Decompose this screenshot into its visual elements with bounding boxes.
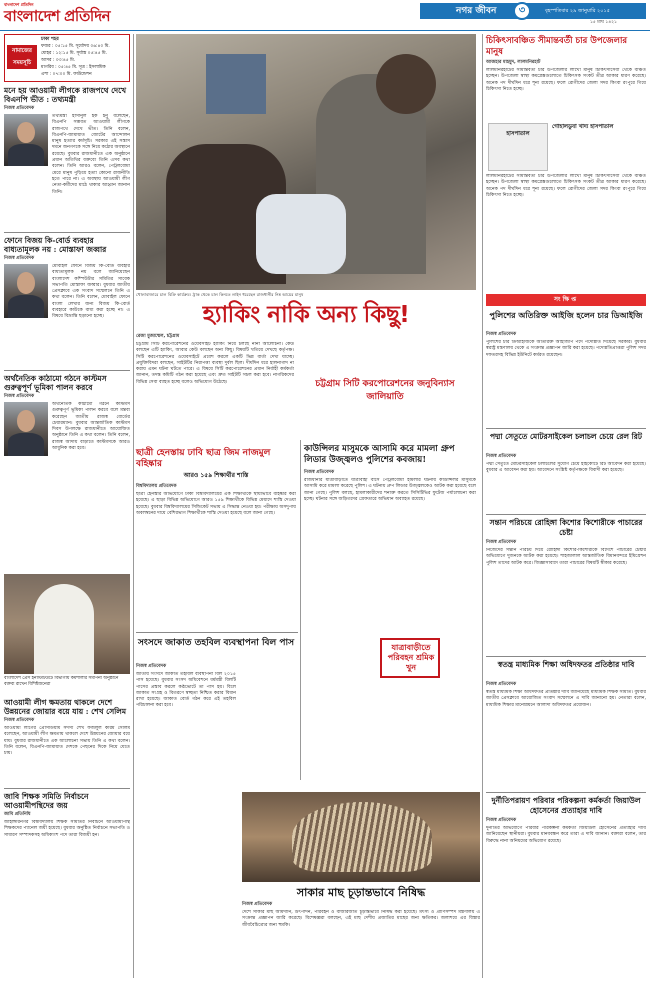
- prayer-row: এশা : ০৭:০০ মি. ফাউন্ডেশন: [41, 72, 92, 77]
- article-body: তথ্যমন্ত্রী হাসানুল হক ইনু বলেছেন, বিএনপি সম্ভবত আওয়ামী লীগকে রাজপথে দেখে ভীত। তিনি বলেন, বিএনপি-জামায়াত জোটের আন্দোলন মানুষ হত্যার কর্মসূচি। সরকার এই সন্ত্রাস দমনে জনগণকে সঙ্গে নিয়ে কঠোর অবস্থানে রয়েছে। বুধবার রাজধানীতে এক অনুষ্ঠানে প্রধান অতিথির বক্তব্যে তিনি এসব কথা বলেন। তিনি আরও বলেন, পেট্রলবোমা মেরে মানুষ পুড়িয়ে হত্যা কোনো রাজনীতি হতে পারে না। এ অবস্থায় আওয়ামী লীগ নেতা-কর্মীদের মাঠে থাকার আহ্বান জানান তিনি।: [52, 114, 130, 195]
- masthead-rule: [0, 30, 650, 31]
- date-sub: ১৫ মাঘ ১৪২১: [590, 20, 617, 25]
- pull-quote: চট্টগ্রাম সিটি করপোরেশনের জনুবিন্যাস জালিয়াতি: [315, 379, 455, 402]
- article-body: রাজধানীর যাত্রাবাড়ীতে যাত্রীবাহী বাসে পেট্রলবোমা হামলার ঘটনায় কাউন্সিলর মাসুমকে আসামি করে মামলা করেছে পুলিশ। এ ঘটনায় গ্রুপ লিডার উজ্জ্বলকেও আটক করা হয়েছে বলে জানা গেছে। পুলিশ বলছে, হামলাকারীদের শনাক্ত করতে সিসিটিভির ফুটেজ পর্যালোচনা করা হচ্ছে। ঘটনার সঙ্গে জড়িতদের গ্রেফতারে অভিযান অব্যাহত রয়েছে।: [304, 478, 476, 502]
- article-body: জাতীয় সংসদে জাকাত তহবিল ব্যবস্থাপনা বিল ২০১৫ পাস হয়েছে। বুধবার সংসদ অধিবেশনে ধর্মমন্ত্রী বিলটি পাসের প্রস্তাব করলে কণ্ঠভোটে তা পাস হয়। বিলে জাকাত সংগ্রহ ও বিতরণে স্বচ্ছতা নিশ্চিত করার বিধান রাখা হয়েছে। জাকাত বোর্ড গঠন করে এই তহবিল পরিচালনা করা হবে।: [136, 672, 236, 709]
- jatrabari-box: [380, 638, 440, 678]
- photo-caption: বাংলাদেশ প্রেস ইনস্টিটিউটে বিভাগীয় কর্মশালার সমাপনী অনুষ্ঠানে বক্তব্য রাখেন বিশিষ্টজনেরা: [4, 676, 119, 687]
- article-body: পুলিশের চার ডিআইজিকে অতিরিক্ত আইজিপি পদে পদোন্নতি দিয়েছে সরকার। বুধবার স্বরাষ্ট্র মন্ত্রণালয় থেকে এ সংক্রান্ত প্রজ্ঞাপন জারি করা হয়েছে। পদোন্নতিপ্রাপ্তরা পুলিশ সদর দফতরসহ বিভিন্ন ইউনিটে কর্মরত রয়েছেন।: [486, 340, 646, 358]
- column-divider: [133, 34, 134, 978]
- headline-secondary-education[interactable]: স্বতন্ত্র মাধ্যমিক শিক্ষা অধিদফতর প্রতিষ্ঠার দাবি: [497, 660, 635, 669]
- byline: নিজস্ব প্রতিবেদক: [4, 106, 35, 111]
- headline-sheikh-selim[interactable]: আওয়ামী লীগ ক্ষমতায় থাকলে দেশে উন্নয়নের জোয়ার বয়ে যায় : শেখ সেলিম: [4, 698, 127, 716]
- prayer-title: ঢাকা শহর: [41, 37, 59, 42]
- article-body: আওয়ামী লীগের প্রেসিডিয়াম সদস্য শেখ ফজলুল করিম সেলিম বলেছেন, আওয়ামী লীগ ক্ষমতায় থাকলে দেশে উন্নয়নের জোয়ার বয়ে যায়। বুধবার রাজধানীতে এক আলোচনা সভায় তিনি এ কথা বলেন। তিনি বলেন, বিএনপি-জামায়াত দেশকে পেছনের দিকে নিয়ে যেতে চায়।: [4, 726, 130, 757]
- article-body: মোবাইল ফোনে বিজয় কি-বোর্ড ব্যবহার বাধ্যতামূলক নয় বলে জানিয়েছেন বাংলাদেশ কম্পিউটার সমিতির সাবেক সভাপতি মোস্তাফা জব্বার। বুধবার জাতীয় প্রেসক্লাবে এক সংবাদ সম্মেলনে তিনি এ কথা বলেন। তিনি বলেন, মোবাইল ফোনে বাংলা লেখার জন্য বিজয় কি-বোর্ড ব্যবহারে কাউকে বাধ্য করা হচ্ছে না। এ বিষয়ে বিভ্রান্তি ছড়ানো হচ্ছে।: [52, 264, 130, 320]
- article-body: দেশে সাকার মাছ আমদানি, উৎপাদন, পরিবহন ও বাজারজাত চূড়ান্তভাবে নিষিদ্ধ করা হয়েছে। মৎস্য ও প্রাণিসম্পদ মন্ত্রণালয় এ সংক্রান্ত প্রজ্ঞাপন জারি করেছে। বিশেষজ্ঞরা বলছেন, এই মাছ দেশীয় প্রজাতির মাছের জন্য ক্ষতিকর। জলাশয়ে এর বিস্তার জীববৈচিত্র্যের জন্য হুমকি।: [242, 910, 480, 928]
- byline: নিজস্ব প্রতিবেদক: [4, 256, 35, 261]
- headline-zakat[interactable]: সংসদে জাকাত তহবিল ব্যবস্থাপনা বিল পাস: [137, 638, 295, 648]
- article-body: দুর্নীতির অভিযোগে পরিবার পরিকল্পনা কর্মকর্তা জিয়াউল হোসেনের প্রত্যাহার দাবি জানিয়েছেন স্থানীয়রা। বুধবার মানববন্ধন করে তারা এ দাবি জানান। বক্তারা বলেন, তার বিরুদ্ধে নানা অনিয়মের অভিযোগ রয়েছে।: [486, 826, 646, 844]
- photo-caption: খোলাবাজারে চাল বিক্রি কার্যক্রম। ট্রাক থেকে চাল কিনতে লাইন ধরেছেন রাজধানীর নিম্ন আয়ের মানুষ: [136, 292, 304, 297]
- date: বৃহস্পতিবার ২৯ জানুয়ারি ২০১৫: [545, 8, 611, 14]
- prayer-row: মাগরিব : ০৫:৪৫ মি. সূত্র : ইসলামিক: [41, 65, 106, 70]
- headline-customs[interactable]: অর্থনৈতিক কাঠামো গঠনে কাস্টমস গুরুত্বপূর্ণ ভূমিকা পালন করবে: [4, 374, 107, 392]
- byline: রেজা মুজাম্মেল, চট্টগ্রাম: [136, 334, 180, 339]
- column-divider: [300, 440, 301, 780]
- headline-jabi-teachers[interactable]: জাবি শিক্ষক সমিতি নির্বাচনে আওয়ামীপন্থিদের জয়: [4, 792, 89, 810]
- byline: নিজস্ব প্রতিবেদক: [486, 818, 517, 823]
- article-body: ছাত্রী হেনস্তার অভিযোগে ঢাকা বিশ্ববিদ্যালয়ের এক শিক্ষার্থীকে স্থায়ীভাবে বহিষ্কার করা হয়েছে। এ ছাড়া বিভিন্ন অভিযোগে আরও ১৫৯ শিক্ষার্থীকে বিভিন্ন মেয়াদে শাস্তি দেওয়া হয়েছে। বুধবার বিশ্ববিদ্যালয়ের সিন্ডিকেট সভায় এ সিদ্ধান্ত নেওয়া হয়। পরীক্ষায় অসদুপায় অবলম্বনের দায়ে বেশিরভাগ শিক্ষার্থীকে শাস্তি দেওয়া হয়েছে বলে জানা গেছে।: [136, 492, 296, 516]
- fish-photo: [242, 792, 480, 882]
- main-photo: [136, 34, 476, 290]
- snippets-bar: সংক্ষিপ্ত: [486, 294, 646, 306]
- headline-police-aig[interactable]: পুলিশের অতিরিক্ত আইজি হলেন চার ডিআইজি: [489, 310, 643, 320]
- article-divider: [4, 370, 130, 371]
- article-divider: [4, 232, 130, 233]
- logo-name: বাংলাদেশ প্রতিদিন: [4, 7, 111, 26]
- byline: জাবি প্রতিনিধি: [4, 812, 31, 817]
- article-body: অর্থনৈতিক কাঠামো গঠনে কাস্টমস গুরুত্বপূর্ণ ভূমিকা পালন করবে বলে মন্তব্য করেছেন জাতীয় রাজস্ব বোর্ডের চেয়ারম্যান। বুধবার আন্তর্জাতিক কাস্টমস দিবস উপলক্ষে রাজধানীতে আয়োজিত অনুষ্ঠানে তিনি এ কথা বলেন। তিনি বলেন, রাজস্ব আদায় বাড়াতে কাস্টমসকে আরও আধুনিক করা হবে।: [52, 402, 130, 452]
- subheadline-student: আরও ১৫৯ শিক্ষার্থীর শাস্তি: [183, 472, 249, 479]
- article-divider: [136, 632, 298, 633]
- article-body: চট্টগ্রাম সিটি করপোরেশনের ওয়েবসাইট হ্যাকিং নিয়ে চলছে নানা আলোচনা। কেউ বলছেন এটি হ্যাকিং, আবার কেউ বলছেন অন্য কিছু। বিষয়টি খতিয়ে দেখছে কর্তৃপক্ষ। সিটি করপোরেশনের ওয়েবসাইটে প্রবেশ করলে একটি ভিন্ন বার্তা দেখা যাচ্ছে। প্রযুক্তিবিদরা বলছেন, সাইটটির নিরাপত্তা ব্যবস্থা দুর্বল ছিল। দীর্ঘদিন ধরে হালনাগাদ না করায় এমন ঘটনা ঘটতে পারে। এ বিষয়ে সিটি করপোরেশনের প্রধান নির্বাহী কর্মকর্তা জানান, তদন্ত কমিটি গঠন করা হয়েছে এবং দ্রুত সাইটটি সচল করা হবে। নাগরিকদের বিভিন্ন সেবা ব্যাহত হচ্ছে বলেও অভিযোগ উঠেছে।: [136, 342, 294, 385]
- prayer-label: নামাজের সময়সূচি: [7, 45, 37, 69]
- article-body: স্বতন্ত্র মাধ্যমিক শিক্ষা অধিদফতর প্রতিষ্ঠার দাবি জানিয়েছে মাধ্যমিক শিক্ষক সমিতি। বুধবার জাতীয় প্রেসক্লাবে আয়োজিত সংবাদ সম্মেলনে এ দাবি জানানো হয়। নেতারা বলেন, মাধ্যমিক শিক্ষার মানোন্নয়নে আলাদা অধিদফতর প্রয়োজন।: [486, 690, 646, 708]
- headline-rohingya[interactable]: সন্তান পরিচয়ে রোহিঙ্গা কিশোর কিশোরীকে পাচারের চেষ্টা: [489, 518, 643, 537]
- byline: বিশ্ববিদ্যালয় প্রতিবেদক: [136, 484, 177, 489]
- hospital-box-label: গোহালডুবা খাদ্য হাসপাতাল: [552, 124, 614, 130]
- article-body: লালমনিরহাটের সীমান্তবর্তী চার উপজেলার লাখো মানুষ চিকিৎসাসেবা থেকে বঞ্চিত হচ্ছেন। উপজেলা স্বাস্থ্য কমপ্লেক্সগুলোতে চিকিৎসক সংকট তীব্র আকার ধারণ করেছে। অনেক পদ দীর্ঘদিন ধরে শূন্য রয়েছে। ফলে রোগীদের জেলা সদর কিংবা রংপুরে গিয়ে চিকিৎসা নিতে হচ্ছে।: [486, 68, 646, 92]
- prayer-row: যোহর : ১২:১৫ মি. সূর্যাস্ত ০৫:৪৫ মি.: [41, 51, 107, 56]
- headline-padma-bridge[interactable]: পদ্মা সেতুতে মোটরসাইকেল চলাচল চেয়ে রেল রিট: [490, 432, 642, 441]
- headline-hacking[interactable]: হ্যাকিং নাকি অন্য কিছু!: [202, 302, 410, 328]
- byline: নিজস্ব প্রতিবেদক: [4, 394, 35, 399]
- section-title: নগর জীবন: [456, 6, 497, 16]
- byline: নিজস্ব প্রতিবেদক: [304, 470, 335, 475]
- byline: নিজস্ব প্রতিবেদক: [4, 718, 35, 723]
- article-body: নিজেদের সন্তান পরিচয় দিয়ে রোহিঙ্গা কিশোর-কিশোরীকে বিদেশে পাচারের চেষ্টার অভিযোগে দুজনকে আটক করা হয়েছে। শাহজালাল আন্তর্জাতিক বিমানবন্দরে ইমিগ্রেশন পুলিশ তাদের আটক করে। জিজ্ঞাসাবাদে তারা পাচারের বিষয়টি স্বীকার করেছে।: [486, 548, 646, 566]
- headline-bijoy-keyboard[interactable]: ফোনে বিজয় কি-বোর্ড ব্যবহার বাধ্যতামূলক নয় : মোস্তাফা জব্বার: [4, 236, 107, 254]
- article-divider: [486, 656, 646, 657]
- article-body: জাহাঙ্গীরনগর বিশ্ববিদ্যালয় শিক্ষক সমিতির নির্বাচনে আওয়ামীপন্থি শিক্ষকদের প্যানেল জয়ী হয়েছে। বুধবার অনুষ্ঠিত নির্বাচনে সভাপতি ও সাধারণ সম্পাদকসহ অধিকাংশ পদে তারা বিজয়ী হন।: [4, 820, 130, 838]
- prayer-row: আসর : ০৩:৪৫ মি.: [41, 58, 76, 63]
- headline-councillor[interactable]: কাউন্সিলর মাসুমকে আসামি করে মামলা গ্রুপ লিডার উজ্জ্বলও পুলিশের কবজায়!: [304, 444, 455, 465]
- byline: নিজস্ব প্রতিবেদক: [136, 664, 167, 669]
- byline: নিজস্ব প্রতিবেদক: [486, 332, 517, 337]
- logo[interactable]: [4, 2, 164, 28]
- hospital-box: হাসপাতাল: [488, 123, 548, 171]
- byline: নিজস্ব প্রতিবেদক: [486, 540, 517, 545]
- prayer-times-box: [4, 34, 130, 82]
- byline: নিজস্ব প্রতিবেদক: [486, 454, 517, 459]
- masthead: [0, 0, 650, 31]
- article-divider: [486, 514, 646, 515]
- page-number: ৩: [513, 2, 531, 20]
- headline-char-upazila[interactable]: চিকিৎসাবঞ্চিত সীমান্তবর্তী চার উপজেলার মানুষ: [486, 36, 628, 57]
- byline: আজহার মাহমুদ, লালমনিরহাট: [486, 60, 541, 65]
- jatrabari-label: যাত্রাবাড়ীতে পরিবহন শ্রমিক খুন: [387, 643, 435, 672]
- article-divider: [4, 788, 130, 789]
- byline: নিজস্ব প্রতিবেদক: [486, 682, 517, 687]
- article-divider: [486, 428, 646, 429]
- headline-student[interactable]: ছাত্রী হেনস্তায় ঢাবি ছাত্র জিম নাজমুল বহিষ্কার: [136, 448, 271, 469]
- crowd-photo: [4, 574, 130, 674]
- prayer-row: ফজর : ০৫:১৫ মি. সূর্যোদয় ০৬:৪০ মি.: [41, 44, 110, 49]
- article-body-cont: লালমনিরহাটের সীমান্তবর্তী চার উপজেলার লাখো মানুষ চিকিৎসাসেবা থেকে বঞ্চিত হচ্ছেন। উপজেলা স্বাস্থ্য কমপ্লেক্সগুলোতে চিকিৎসক সংকট তীব্র আকার ধারণ করেছে। অনেক পদ দীর্ঘদিন ধরে শূন্য রয়েছে। ফলে রোগীদের জেলা সদর কিংবা রংপুরে গিয়ে চিকিৎসা নিতে হচ্ছে।: [486, 174, 646, 198]
- headline-sucker-fish[interactable]: সাকার মাছ চূড়ান্তভাবে নিষিদ্ধ: [296, 886, 426, 899]
- byline: নিজস্ব প্রতিবেদক: [242, 902, 273, 907]
- article-body: পদ্মা সেতুতে মোটরসাইকেল চলাচলের সুযোগ চেয়ে হাইকোর্টে রিট আবেদন করা হয়েছে। বুধবার এ আবেদন করা হয়। আবেদনে সংশ্লিষ্ট কর্তৃপক্ষকে বিবাদী করা হয়েছে।: [486, 462, 646, 474]
- logo-tagline: বাংলাদেশ প্রতিদিন: [4, 2, 34, 7]
- column-divider: [482, 34, 483, 978]
- headline-family-planning[interactable]: দুর্নীতিপরায়ণ পরিবার পরিকল্পনা কর্মকর্তা জিয়াউল হোসেনের প্রত্যাহার দাবি: [491, 796, 641, 815]
- article-divider: [486, 792, 646, 793]
- headline-info-minister[interactable]: মনে হয় আওয়ামী লীগকে রাজপথে দেখে বিএনপি ভীত : তথ্যমন্ত্রী: [4, 86, 127, 104]
